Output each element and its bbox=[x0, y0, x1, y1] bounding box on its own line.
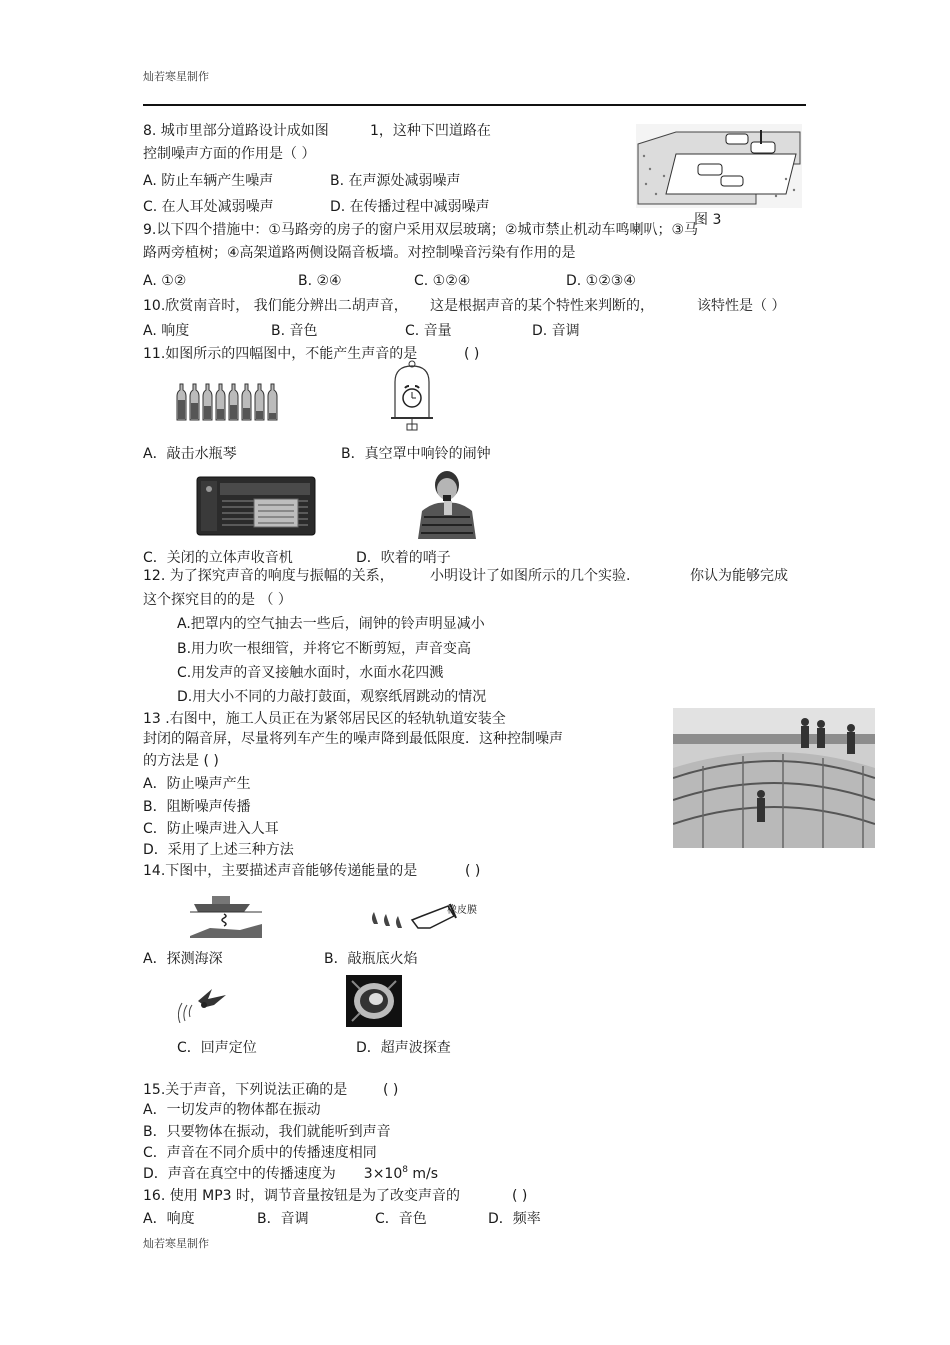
q16-paren: ( ) bbox=[512, 1188, 528, 1204]
vacuum-bell-jar-figure bbox=[387, 360, 437, 436]
q12-line1b: 小明设计了如图所示的几个实验. bbox=[430, 568, 631, 584]
sonar-ship-figure bbox=[190, 888, 262, 938]
q12-option-a: A.把罩内的空气抽去一些后，闹钟的铃声明显减小 bbox=[177, 616, 485, 632]
q16-option-a: A．响度 bbox=[143, 1211, 195, 1227]
q15-option-c: C．声音在不同介质中的传播速度相同 bbox=[143, 1145, 377, 1161]
q8-line1b: 1，这种下凹道路在 bbox=[370, 123, 491, 139]
q11-option-d: D．吹着的哨子 bbox=[356, 550, 451, 566]
q13-option-c: C．防止噪声进入人耳 bbox=[143, 821, 279, 837]
q14-option-b: B．敲瓶底火焰 bbox=[324, 951, 418, 967]
q15-option-d-text: D．声音在真空中的传播速度为 bbox=[143, 1166, 336, 1182]
q11-option-a: A．敲击水瓶琴 bbox=[143, 446, 237, 462]
q14-option-a: A．探测海深 bbox=[143, 951, 223, 967]
q13-option-a: A．防止噪声产生 bbox=[143, 776, 251, 792]
q8-option-a: A. 防止车辆产生噪声 bbox=[143, 173, 274, 189]
q15-speed-unit: m/s bbox=[407, 1166, 439, 1182]
flame-bottle-figure bbox=[366, 900, 458, 934]
q13-option-b: B．阻断噪声传播 bbox=[143, 799, 251, 815]
q11-option-b: B．真空罩中响铃的闹钟 bbox=[341, 446, 491, 462]
noise-barrier-photo bbox=[673, 708, 875, 848]
q9-option-c: C. ①②④ bbox=[414, 273, 471, 289]
q15-paren: ( ) bbox=[383, 1082, 399, 1098]
sunken-road-figure bbox=[636, 124, 802, 208]
q16-option-b: B．音调 bbox=[257, 1211, 309, 1227]
q12-line2: 这个探究目的的是 （ ） bbox=[143, 592, 292, 608]
q10-line1a: 10.欣赏南音时， 我们能分辨出二胡声音， bbox=[143, 298, 408, 314]
q12-line1c: 你认为能够完成 bbox=[690, 568, 788, 584]
q13-line3: 的方法是 ( ) bbox=[143, 753, 219, 769]
q12-option-d: D.用大小不同的力敲打鼓面，观察纸屑跳动的情况 bbox=[177, 689, 487, 705]
q10-option-a: A. 响度 bbox=[143, 323, 190, 339]
q10-line1b: 这是根据声音的某个特性来判断的， bbox=[430, 298, 654, 314]
q16-option-c: C．音色 bbox=[375, 1211, 427, 1227]
q8-figure-label: 图 3 bbox=[694, 212, 722, 228]
q9-option-d: D. ①②③④ bbox=[566, 273, 636, 289]
q8-line2: 控制噪声方面的作用是（ ） bbox=[143, 146, 316, 162]
q14-line1: 14.下图中，主要描述声音能够传递能量的是 bbox=[143, 863, 418, 879]
bat-echolocation-figure bbox=[178, 983, 234, 1023]
q8-option-c: C. 在人耳处减弱噪声 bbox=[143, 199, 274, 215]
q10-option-c: C. 音量 bbox=[405, 323, 452, 339]
q11-paren: ( ) bbox=[464, 346, 480, 362]
q14-option-c: C．回声定位 bbox=[177, 1040, 257, 1056]
q14-paren: ( ) bbox=[465, 863, 481, 879]
q10-option-d: D. 音调 bbox=[532, 323, 580, 339]
q13-line2: 封闭的隔音屏，尽量将列车产生的噪声降到最低限度．这种控制噪声 bbox=[143, 731, 563, 747]
q10-line1c: 该特性是（ ） bbox=[697, 298, 786, 314]
stereo-radio-figure bbox=[196, 475, 316, 537]
q12-option-c: C.用发声的音叉接触水面时，水面水花四溅 bbox=[177, 665, 444, 681]
q14-option-d: D．超声波探查 bbox=[356, 1040, 451, 1056]
whistle-boy-figure bbox=[414, 465, 480, 539]
q13-option-d: D．采用了上述三种方法 bbox=[143, 842, 294, 858]
ultrasound-scan-figure bbox=[346, 975, 402, 1027]
q9-line2: 路两旁植树；④高架道路两侧设隔音板墙。对控制噪音污染有作用的是 bbox=[143, 245, 576, 261]
q11-line1: 11.如图所示的四幅图中，不能产生声音的是 bbox=[143, 346, 418, 362]
q14-membrane-label: 橡皮膜 bbox=[447, 905, 477, 916]
q8-option-d: D. 在传播过程中减弱噪声 bbox=[330, 199, 490, 215]
q15-line1: 15.关于声音，下列说法正确的是 bbox=[143, 1082, 348, 1098]
q15-speed-value: 3×10 bbox=[363, 1166, 403, 1182]
page-header: 灿若寒星制作 bbox=[143, 70, 209, 83]
q10-option-b: B. 音色 bbox=[271, 323, 318, 339]
q9-line1: 9.以下四个措施中：①马路旁的房子的窗户采用双层玻璃；②城市禁止机动车鸣喇叭；③马 bbox=[143, 222, 699, 238]
q8-line1a: 8. 城市里部分道路设计成如图 bbox=[143, 123, 329, 139]
q15-speed-exponent: 8 bbox=[402, 1165, 408, 1175]
q11-option-c: C．关闭的立体声收音机 bbox=[143, 550, 293, 566]
q9-option-b: B. ②④ bbox=[298, 273, 342, 289]
q16-line1: 16. 使用 MP3 时，调节音量按钮是为了改变声音的 bbox=[143, 1188, 461, 1204]
header-rule bbox=[143, 104, 806, 106]
q16-option-d: D．频率 bbox=[488, 1211, 541, 1227]
q15-option-b: B．只要物体在振动，我们就能听到声音 bbox=[143, 1124, 391, 1140]
q9-option-a: A. ①② bbox=[143, 273, 187, 289]
page-footer: 灿若寒星制作 bbox=[143, 1237, 209, 1250]
q15-option-a: A．一切发声的物体都在振动 bbox=[143, 1102, 321, 1118]
q8-option-b: B. 在声源处减弱噪声 bbox=[330, 173, 461, 189]
q13-line1: 13 .右图中，施工人员正在为紧邻居民区的轻轨轨道安装全 bbox=[143, 711, 506, 727]
q12-option-b: B.用力吹一根细管，并将它不断剪短，声音变高 bbox=[177, 641, 472, 657]
q12-line1a: 12. 为了探究声音的响度与振幅的关系， bbox=[143, 568, 394, 584]
q15-option-d bbox=[143, 1165, 438, 1185]
water-bottle-xylophone-figure bbox=[176, 376, 280, 422]
